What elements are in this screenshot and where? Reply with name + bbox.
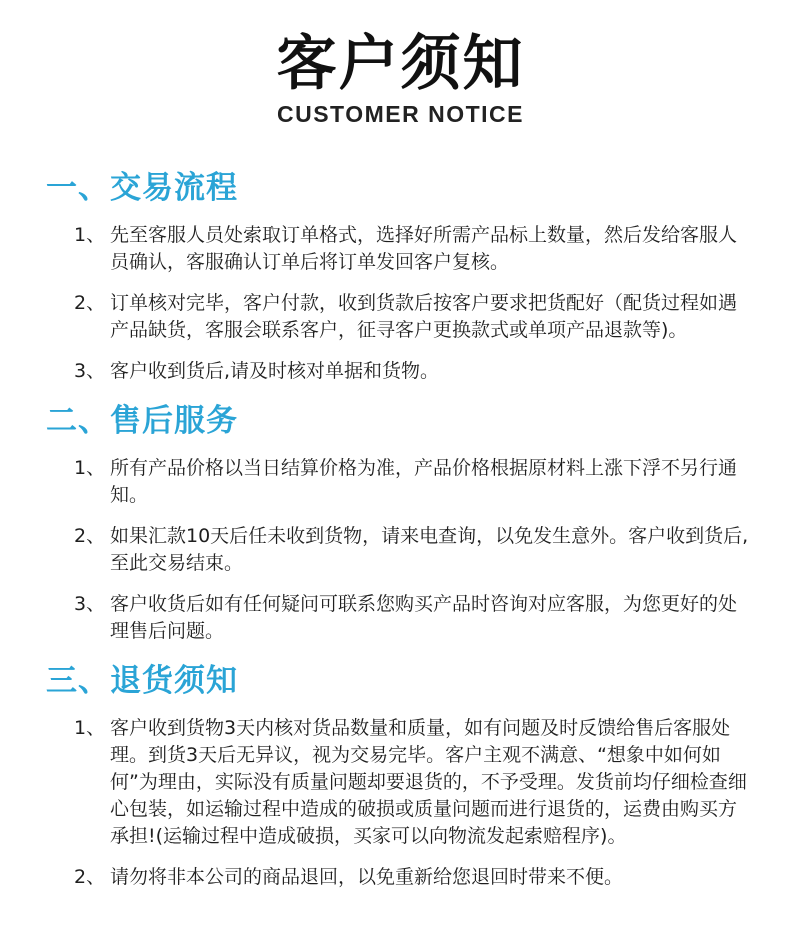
list-item xyxy=(46,715,755,850)
return-notice-list xyxy=(46,715,755,891)
list-item xyxy=(46,358,755,385)
header xyxy=(46,0,755,128)
section-after-sales xyxy=(46,401,755,645)
item-number: 1、 xyxy=(74,457,106,479)
section-heading: 三、退货须知 xyxy=(46,663,238,699)
item-text: 客户收到货后,请及时核对单据和货物。 xyxy=(110,360,440,382)
section-trade-process xyxy=(46,168,755,385)
after-sales-list xyxy=(46,455,755,645)
section-return-notice xyxy=(46,661,755,891)
list-item xyxy=(46,523,755,577)
page-subtitle: CUSTOMER NOTICE xyxy=(277,101,524,127)
item-number: 1、 xyxy=(74,717,106,739)
item-text: 订单核对完毕，客户付款，收到货款后按客户要求把货配好（配货过程如遇产品缺货，客服会联系客户，征寻客户更换款式或单项产品退款等)。 xyxy=(110,292,738,341)
trade-process-list xyxy=(46,222,755,385)
list-item xyxy=(46,864,755,891)
list-item xyxy=(46,455,755,509)
list-item xyxy=(46,222,755,276)
list-item xyxy=(46,591,755,645)
item-text: 请勿将非本公司的商品退回，以免重新给您退回时带来不便。 xyxy=(110,866,624,888)
item-text: 所有产品价格以当日结算价格为准，产品价格根据原材料上涨下浮不另行通知。 xyxy=(110,457,738,506)
page-title: 客户须知 xyxy=(276,29,525,99)
item-text: 客户收货后如有任何疑问可联系您购买产品时咨询对应客服，为您更好的处理售后问题。 xyxy=(110,593,738,642)
item-number: 2、 xyxy=(74,866,106,888)
item-number: 3、 xyxy=(74,593,106,615)
item-number: 2、 xyxy=(74,525,106,547)
list-item xyxy=(46,290,755,344)
item-number: 3、 xyxy=(74,360,106,382)
section-heading: 二、售后服务 xyxy=(46,403,238,439)
item-number: 2、 xyxy=(74,292,106,314)
item-text: 先至客服人员处索取订单格式，选择好所需产品标上数量，然后发给客服人员确认，客服确认订单后将订单发回客户复核。 xyxy=(110,224,738,273)
item-number: 1、 xyxy=(74,224,106,246)
item-text: 客户收到货物3天内核对货品数量和质量，如有问题及时反馈给售后客服处理。到货3天后无异议，视为交易完毕。客户主观不满意、“想象中如何如何”为理由，实际没有质量问题却要退货的，不予受理。发货前均仔细检查细心包装，如运输过程中造成的破损或质量问题而进行退货的，运费由购买方承担!(运输过程中造成破损，买家可以向物流发起索赔程序)。 xyxy=(110,717,747,847)
item-text: 如果汇款10天后任未收到货物，请来电查询，以免发生意外。客户收到货后,至此交易结束。 xyxy=(110,525,749,574)
section-heading: 一、交易流程 xyxy=(46,170,238,206)
